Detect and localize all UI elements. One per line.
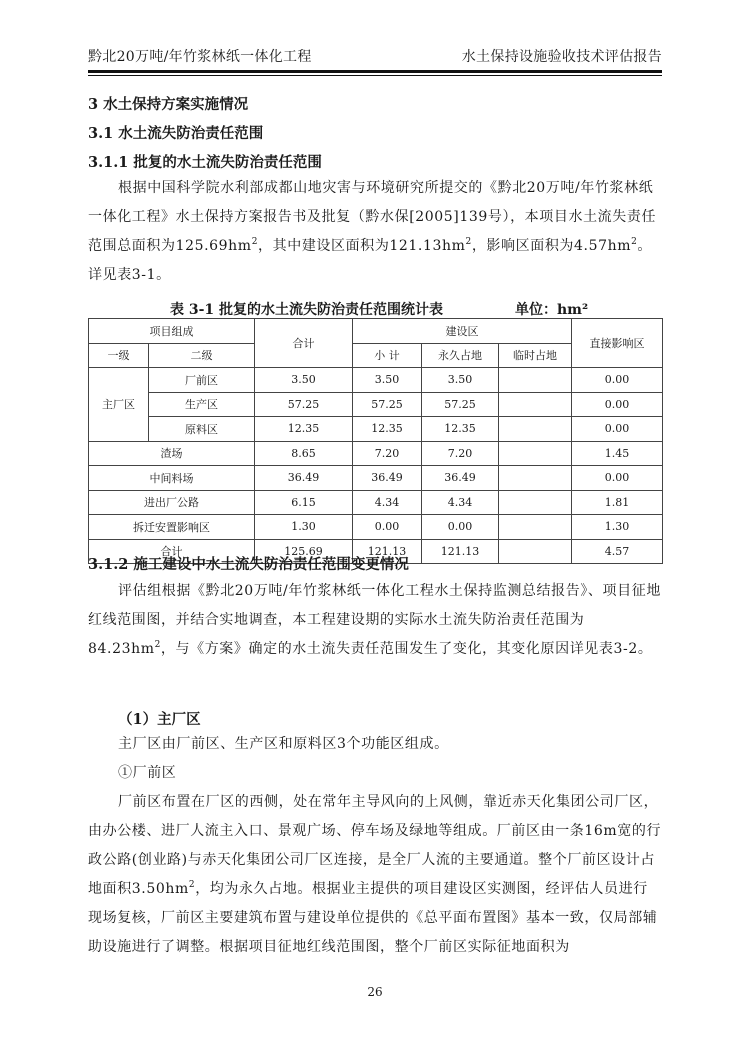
- cell-subtotal: 36.49: [353, 466, 422, 491]
- header-level1: 一级: [89, 343, 149, 368]
- para1-text-d: 。详见表3-1。: [88, 238, 653, 283]
- cell-temporary: [499, 466, 572, 491]
- main-area-cell: 主厂区: [89, 368, 149, 442]
- cell-total: 125.69: [255, 539, 353, 564]
- header-rule-thick: [88, 70, 662, 73]
- cell-total: 3.50: [255, 368, 353, 393]
- superscript: 2: [465, 237, 472, 247]
- superscript: 2: [251, 237, 259, 247]
- cell-direct: 1.30: [572, 515, 663, 540]
- cell-temporary: [499, 539, 572, 564]
- header-group: 项目组成: [89, 319, 255, 344]
- table-row: [89, 417, 663, 442]
- header-right-title: 水土保持设施验收技术评估报告: [461, 49, 662, 65]
- para4-text-a: 厂前区布置在厂区的西侧，处在常年主导风向的上风侧，靠近赤天化集团公司厂区，由办公楼、进厂人流主入口、景观广场、停车场及绿地等组成。厂前区由一条16m宽的行政公路(创业路)与赤天化集团公司厂区连接，是全厂人流的主要通道。整个厂前区设计占地面积3.50hm: [88, 794, 662, 897]
- row-name: 中间料场: [89, 466, 255, 491]
- cell-temporary: [499, 490, 572, 515]
- cell-total: 1.30: [255, 515, 353, 540]
- row-name: 原料区: [149, 417, 255, 442]
- page-number: 26: [367, 985, 383, 999]
- cell-subtotal: 0.00: [353, 515, 422, 540]
- cell-permanent: 4.34: [422, 490, 499, 515]
- row-name: 生产区: [149, 392, 255, 417]
- cell-direct: 1.45: [572, 441, 663, 466]
- heading-3-1: 3.1 水土流失防治责任范围: [88, 125, 264, 142]
- header-subtotal: 小 计: [353, 343, 422, 368]
- cell-subtotal: 7.20: [353, 441, 422, 466]
- cell-permanent: 7.20: [422, 441, 499, 466]
- responsibility-scope-table: [88, 318, 663, 564]
- row-name: 合计: [89, 539, 255, 564]
- superscript: 2: [631, 237, 638, 247]
- heading-3: 3 水土保持方案实施情况: [88, 96, 249, 113]
- superscript: 2: [188, 880, 196, 890]
- paragraph-scope-change: [88, 577, 662, 664]
- cell-direct: 0.00: [572, 392, 663, 417]
- table-row: [89, 368, 663, 393]
- cell-permanent: 12.35: [422, 417, 499, 442]
- row-name: 进出厂公路: [89, 490, 255, 515]
- cell-subtotal: 12.35: [353, 417, 422, 442]
- paragraph-front-area: [88, 788, 662, 962]
- cell-temporary: [499, 392, 572, 417]
- heading-3-1-2: 3.1.2 施工建设中水土流失防治责任范围变更情况: [88, 556, 409, 573]
- cell-total: 6.15: [255, 490, 353, 515]
- table-header-row: [89, 319, 663, 344]
- heading-3-1-1: 3.1.1 批复的水土流失防治责任范围: [88, 154, 322, 171]
- cell-total: 57.25: [255, 392, 353, 417]
- cell-permanent: 57.25: [422, 392, 499, 417]
- header-direct: 直接影响区: [572, 319, 663, 368]
- para4-text-b: ，均为永久占地。根据业主提供的项目建设区实测图，经评估人员进行现场复核，厂前区主要建筑布置与建设单位提供的《总平面布置图》基本一致，仅局部辅助设施进行了调整。根据项目征地红线范围图，整个厂前区实际征地面积为: [88, 881, 658, 955]
- paragraph-main-plant: 主厂区由厂前区、生产区和原料区3个功能区组成。: [118, 736, 449, 752]
- table-caption: 表 3-1 批复的水土流失防治责任范围统计表: [170, 302, 444, 318]
- cell-direct: 0.00: [572, 368, 663, 393]
- table-row: [89, 441, 663, 466]
- paragraph-approved-scope: [88, 174, 662, 290]
- para2-text-b: ，与《方案》确定的水土流失责任范围发生了变化，其变化原因详见表3-2。: [160, 641, 653, 657]
- table-row: [89, 515, 663, 540]
- row-name: 厂前区: [149, 368, 255, 393]
- cell-temporary: [499, 441, 572, 466]
- header-construction: 建设区: [353, 319, 572, 344]
- para1-text-b: ，其中建设区面积为121.13hm: [258, 238, 466, 254]
- table-unit: 单位：hm²: [515, 302, 589, 318]
- header-permanent: 永久占地: [422, 343, 499, 368]
- header-temporary: 临时占地: [499, 343, 572, 368]
- para1-text-a: 根据中国科学院水利部成都山地灾害与环境研究所提交的《黔北20万吨/年竹浆林纸一体化工程》水土保持方案报告书及批复（黔水保[2005]139号），本项目水土流失责任范围总面积为125.69hm: [88, 180, 657, 254]
- cell-permanent: 121.13: [422, 539, 499, 564]
- superscript: 2: [154, 640, 161, 650]
- para1-text-c: ，影响区面积为4.57hm: [471, 238, 632, 254]
- header-left-title: 黔北20万吨/年竹浆林纸一体化工程: [88, 49, 312, 65]
- row-name: 拆迁安置影响区: [89, 515, 255, 540]
- cell-direct: 1.81: [572, 490, 663, 515]
- subheading-main-plant: （1）主厂区: [118, 711, 201, 728]
- para2-text-a: 评估组根据《黔北20万吨/年竹浆林纸一体化工程水土保持监测总结报告》、项目征地红线范围图，并结合实地调查，本工程建设期的实际水土流失防治责任范围为84.23hm: [88, 583, 661, 657]
- cell-permanent: 3.50: [422, 368, 499, 393]
- cell-total: 12.35: [255, 417, 353, 442]
- cell-direct: 0.00: [572, 417, 663, 442]
- cell-subtotal: 4.34: [353, 490, 422, 515]
- cell-temporary: [499, 417, 572, 442]
- table-row: [89, 490, 663, 515]
- cell-temporary: [499, 515, 572, 540]
- header-rule-thin: [88, 75, 662, 76]
- cell-subtotal: 57.25: [353, 392, 422, 417]
- cell-subtotal: 121.13: [353, 539, 422, 564]
- cell-subtotal: 3.50: [353, 368, 422, 393]
- table-row: [89, 392, 663, 417]
- cell-direct: 4.57: [572, 539, 663, 564]
- row-name: 渣场: [89, 441, 255, 466]
- cell-total: 8.65: [255, 441, 353, 466]
- header-total: 合计: [255, 319, 353, 368]
- cell-permanent: 36.49: [422, 466, 499, 491]
- item-front-area: ①厂前区: [118, 765, 177, 781]
- table-row: [89, 466, 663, 491]
- cell-permanent: 0.00: [422, 515, 499, 540]
- cell-direct: 0.00: [572, 466, 663, 491]
- cell-total: 36.49: [255, 466, 353, 491]
- header-level2: 二级: [149, 343, 255, 368]
- cell-temporary: [499, 368, 572, 393]
